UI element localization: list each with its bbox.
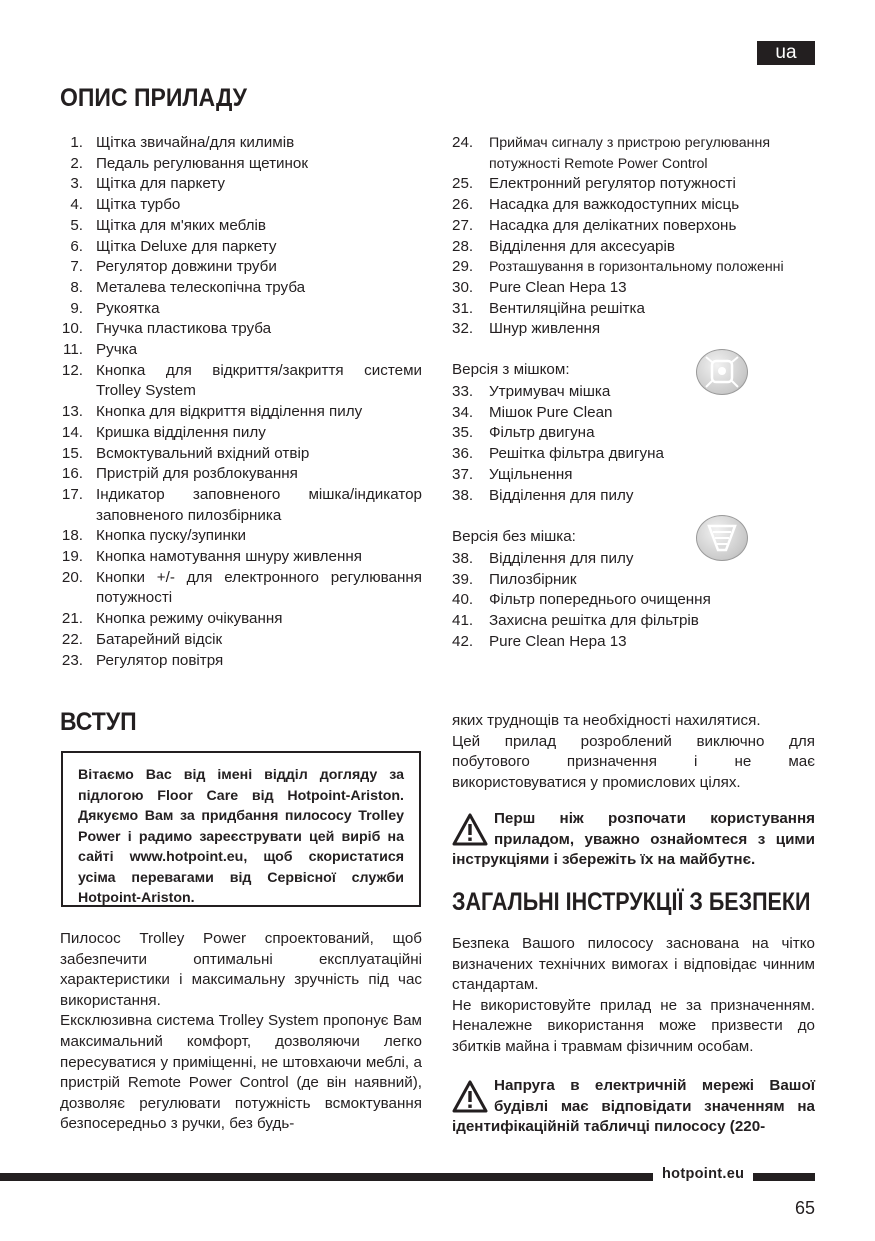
warning-voltage: [452, 1076, 815, 1138]
item-text: Електронний регулятор потужності: [489, 175, 736, 193]
item-text: Відділення для пилу: [489, 550, 634, 567]
item-text: Решітка фільтра двигуна: [489, 445, 664, 463]
list-item: [58, 257, 422, 278]
item-number: 22.: [61, 630, 83, 648]
item-text: Металева телескопічна труба: [96, 278, 306, 296]
item-text: Кнопки +/- для електронного регулювання потужності: [96, 568, 422, 607]
item-number: 1.: [70, 134, 83, 151]
intro-right-text: [452, 711, 815, 793]
item-text: Щітка для паркету: [96, 175, 225, 193]
item-text: Кнопка режиму очікування: [96, 610, 283, 628]
item-text: Пристрій для розблокування: [96, 465, 298, 483]
item-text: Всмоктувальний вхідний отвір: [96, 444, 310, 462]
item-text: Відділення для аксесуарів: [489, 237, 675, 255]
item-text: Розташування в горизонтальному положенні: [489, 259, 784, 276]
list-item: [58, 464, 422, 485]
parts-list-bag: [452, 382, 816, 506]
item-text: Мішок Pure Clean: [489, 403, 613, 421]
item-number: 30.: [452, 278, 474, 296]
item-text: Приймач сигналу з пристрою регулювання потужності Remote Power Control: [489, 135, 771, 172]
item-text: Кнопка для відкриття/закриття системи Trolley System: [96, 361, 422, 400]
item-text: Педаль регулювання щетинок: [96, 154, 309, 172]
language-badge: ua: [757, 41, 815, 65]
item-number: 3.: [70, 175, 83, 193]
item-number: 9.: [70, 299, 83, 317]
footer-rule-left: [0, 1173, 653, 1181]
item-number: 27.: [452, 216, 474, 234]
warning-text-1: Перш ніж розпочати користування приладом, уважно ознайомтеся з цими інструкціями і збережіть їх на майбутнє.: [452, 810, 815, 869]
intro-paragraph-2: Ексклюзивна система Trolley System пропонує Вам максимальний комфорт, дозволяючи легко пересуватися у приміщенні, не штовхаючи меблі, а пристрій Remote Power Control (де він наявний), дозволяє регулювати потужність всмоктування безпосередньо з ручки, без будь-: [60, 1012, 422, 1133]
list-item: [452, 611, 816, 632]
item-text: Відділення для пилу: [489, 486, 634, 504]
item-text: Щітка для м'яких меблів: [96, 216, 266, 234]
parts-list-right: [452, 133, 816, 340]
item-number: 11.: [63, 341, 83, 359]
item-number: 31.: [452, 299, 474, 317]
item-number: 39.: [452, 570, 474, 588]
list-item: [58, 485, 422, 526]
warning-text-2: Напруга в електричній мережі Вашої будівлі має відповідати значенням на ідентифікаційній табличці пилососу (220-: [452, 1077, 815, 1136]
list-item: [452, 590, 816, 611]
item-number: 40.: [452, 591, 474, 609]
item-number: 41.: [452, 612, 474, 630]
item-text: Кришка відділення пилу: [96, 423, 266, 441]
list-item: [452, 237, 816, 258]
item-number: 2.: [70, 154, 83, 172]
section-title-intro: ВСТУП: [60, 708, 137, 736]
item-number: 4.: [70, 196, 83, 214]
parts-list-left: [58, 133, 422, 671]
item-text: Утримувач мішка: [489, 383, 611, 400]
list-item: [452, 403, 816, 424]
intro-paragraph-4: Цей прилад розроблений виключно для побутового призначення і не має використовуватися у промислових цілях.: [452, 732, 815, 791]
item-number: 34.: [452, 403, 474, 421]
list-item: [452, 444, 816, 465]
list-item: [58, 195, 422, 216]
intro-paragraph-3: яких труднощів та необхідності нахилятися.: [452, 712, 761, 729]
item-number: 16.: [61, 465, 83, 483]
list-item: [58, 174, 422, 195]
safety-paragraph-1: Безпека Вашого пилососу заснована на чітко визначених технічних вимогах і відповідає чинним стандартам.: [452, 935, 815, 994]
list-item: [58, 154, 422, 175]
footer-rule-right: [753, 1173, 815, 1181]
item-number: 10.: [61, 320, 83, 338]
list-item: [58, 278, 422, 299]
item-text: Щітка турбо: [96, 196, 181, 214]
item-number: 13.: [61, 403, 83, 421]
list-item: [58, 319, 422, 340]
item-text: Pure Clean Hepa 13: [489, 632, 627, 650]
item-text: Фільтр попереднього очищення: [489, 591, 711, 609]
list-item: [452, 133, 816, 174]
list-item: [452, 382, 816, 403]
item-number: 32.: [452, 320, 474, 338]
list-item: [452, 465, 816, 486]
list-item: [452, 299, 816, 320]
list-item: [452, 486, 816, 507]
item-number: 37.: [452, 465, 474, 483]
version-bag-label: Версія з мішком:: [452, 361, 570, 378]
item-number: 18.: [61, 527, 83, 545]
item-text: Ущільнення: [489, 465, 573, 483]
item-number: 15.: [61, 444, 83, 462]
item-number: 38.: [452, 486, 474, 504]
item-text: Щітка звичайна/для килимів: [96, 134, 295, 151]
list-item: [452, 319, 816, 340]
list-item: [58, 630, 422, 651]
item-number: 28.: [452, 237, 474, 255]
item-number: 29.: [452, 258, 474, 276]
list-item: [452, 423, 816, 444]
list-item: [452, 195, 816, 216]
item-text: Захисна решітка для фільтрів: [489, 612, 699, 630]
item-number: 5.: [70, 216, 83, 234]
item-text: Шнур живлення: [489, 320, 601, 338]
intro-paragraph-1: Пилосос Trolley Power спроектований, щоб забезпечити оптимальні експлуатаційні характеристики і максимальну зручність під час використання.: [60, 930, 422, 1009]
list-item: [58, 423, 422, 444]
item-text: Батарейний відсік: [96, 630, 223, 648]
list-item: [452, 549, 816, 570]
list-item: [58, 444, 422, 465]
warning-icon: [452, 812, 488, 848]
list-item: [58, 133, 422, 154]
warning-read-instructions: [452, 809, 815, 871]
list-item: [452, 278, 816, 299]
item-text: Регулятор довжини труби: [96, 258, 277, 276]
item-number: 33.: [452, 383, 474, 400]
item-number: 17.: [61, 485, 83, 503]
item-text: Вентиляційна решітка: [489, 299, 645, 317]
warning-icon: [452, 1079, 488, 1115]
item-text: Гнучка пластикова труба: [96, 320, 272, 338]
safety-paragraph-2: Не використовуйте прилад не за призначенням. Неналежне використання може призвести до збитків майна і травмам фізичним особам.: [452, 996, 815, 1055]
item-text: Кнопка намотування шнуру живлення: [96, 548, 362, 566]
item-number: 8.: [70, 278, 83, 296]
list-item: [452, 174, 816, 195]
item-number: 19.: [61, 548, 83, 566]
item-number: 38.: [452, 550, 474, 567]
item-text: Pure Clean Hepa 13: [489, 278, 627, 296]
list-item: [58, 340, 422, 361]
list-item: [58, 299, 422, 320]
intro-left-text: [60, 929, 422, 1135]
item-number: 7.: [70, 258, 83, 276]
footer-brand: hotpoint.eu: [662, 1166, 745, 1182]
item-text: Ручка: [96, 341, 138, 359]
page-number: 65: [794, 1198, 815, 1218]
section-title-description: ОПИС ПРИЛАДУ: [60, 84, 247, 112]
safety-text: [452, 934, 815, 1058]
item-number: 23.: [61, 651, 83, 669]
list-item: [452, 216, 816, 237]
section-title-safety: ЗАГАЛЬНІ ІНСТРУКЦІЇ З БЕЗПЕКИ: [452, 888, 811, 916]
item-text: Насадка для важкодоступних місць: [489, 196, 740, 214]
list-item: [452, 632, 816, 653]
parts-list-bagless: [452, 549, 816, 653]
welcome-box: Вітаємо Вас від імені відділ догляду за підлогою Floor Care від Hotpoint-Ariston. Дякуємо Вам за придбання пилососу Trolley Power і радимо зареєструвати цей виріб на сайті www.hotpoint.eu, щоб скористатися усіма перевагами від Сервісної служби Hotpoint-Ariston.: [61, 751, 421, 907]
item-text: Кнопка пуску/зупинки: [96, 527, 247, 545]
item-number: 35.: [452, 424, 474, 442]
item-number: 21.: [61, 610, 83, 628]
item-number: 24.: [452, 134, 474, 151]
version-bagless-label: Версія без мішка:: [452, 528, 576, 545]
list-item: [58, 651, 422, 672]
item-number: 42.: [452, 632, 474, 650]
item-text: Насадка для делікатних поверхонь: [489, 216, 737, 234]
list-item: [58, 609, 422, 630]
item-number: 20.: [61, 568, 83, 586]
item-number: 6.: [70, 237, 83, 255]
list-item: [58, 568, 422, 609]
item-text: Регулятор повітря: [96, 651, 224, 669]
list-item: [452, 570, 816, 591]
list-item: [452, 257, 816, 278]
item-text: Фільтр двигуна: [489, 424, 595, 442]
item-text: Кнопка для відкриття відділення пилу: [96, 403, 363, 421]
list-item: [58, 361, 422, 402]
item-number: 12.: [61, 361, 83, 379]
list-item: [58, 547, 422, 568]
item-number: 14.: [61, 423, 83, 441]
item-text: Щітка Deluxe для паркету: [96, 237, 277, 255]
item-text: Пилозбірник: [489, 570, 577, 588]
list-item: [58, 402, 422, 423]
item-number: 26.: [452, 196, 474, 214]
item-number: 36.: [452, 445, 474, 463]
item-number: 25.: [452, 175, 474, 193]
list-item: [58, 216, 422, 237]
item-text: Індикатор заповненого мішка/індикатор заповненого пилозбірника: [96, 485, 422, 524]
list-item: [58, 526, 422, 547]
list-item: [58, 237, 422, 258]
item-text: Рукоятка: [96, 299, 160, 317]
